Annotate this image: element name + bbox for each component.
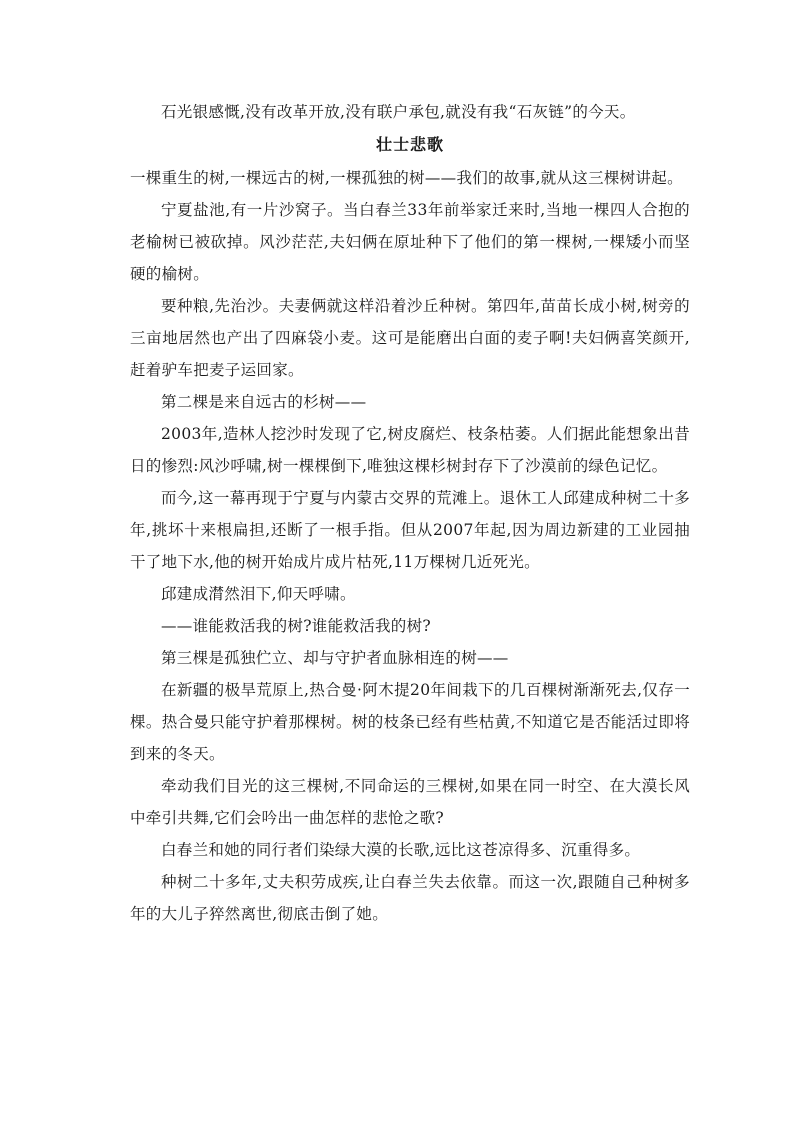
body-paragraph: 第三棵是孤独伫立、却与守护者血脉相连的树—— [161,649,509,667]
body-paragraph: 牵动我们目光的这三棵树,不同命运的三棵树,如果在同一时空、在大漠长风中牵引共舞,它们会吟出一曲怎样的悲怆之歌? [130,777,690,827]
body-paragraph: 一棵重生的树,一棵远古的树,一棵孤独的树——我们的故事,就从这三棵树讲起。 [130,169,683,187]
body-paragraph: 邱建成潸然泪下,仰天呼啸。 [161,585,356,603]
document-page [130,96,690,930]
body-paragraph: 在新疆的极旱荒原上,热合曼·阿木提20年间栽下的几百棵树渐渐死去,仅存一棵。热合曼只能守护着那棵树。树的枝条已经有些枯黄,不知道它是否能活过即将到来的冬天。 [130,681,690,763]
body-paragraph: 而今,这一幕再现于宁夏与内蒙古交界的荒滩上。退休工人邱建成种树二十多年,挑坏十来根扁担,还断了一根手指。但从2007年起,因为周边新建的工业园抽干了地下水,他的树开始成片成片枯死,11万棵树几近死光。 [130,489,690,571]
body-paragraph: 宁夏盐池,有一片沙窝子。当白春兰33年前举家迁来时,当地一棵四人合抱的老榆树已被砍掉。风沙茫茫,夫妇俩在原址种下了他们的第一棵树,一棵矮小而坚硬的榆树。 [130,201,690,283]
body-paragraph: 2003年,造林人挖沙时发现了它,树皮腐烂、枝条枯萎。人们据此能想象出昔日的惨烈:风沙呼啸,树一棵棵倒下,唯独这棵杉树封存下了沙漠前的绿色记忆。 [130,425,690,475]
body-paragraph: ——谁能救活我的树?谁能救活我的树? [161,617,432,635]
body-paragraph: 种树二十多年,丈夫积劳成疾,让白春兰失去依靠。而这一次,跟随自己种树多年的大儿子猝然离世,彻底击倒了她。 [130,873,690,923]
intro-paragraph: 石光银感慨,没有改革开放,没有联户承包,就没有我“石灰链”的今天。 [161,103,636,121]
section-title: 壮士悲歌 [375,135,444,154]
body-paragraph: 白春兰和她的同行者们染绿大漠的长歌,远比这苍凉得多、沉重得多。 [161,841,641,859]
body-paragraph: 第二棵是来自远古的杉树—— [161,393,367,411]
body-paragraph: 要种粮,先治沙。夫妻俩就这样沿着沙丘种树。第四年,苗苗长成小树,树旁的三亩地居然也产出了四麻袋小麦。这可是能磨出白面的麦子啊!夫妇俩喜笑颜开,赶着驴车把麦子运回家。 [130,297,690,379]
